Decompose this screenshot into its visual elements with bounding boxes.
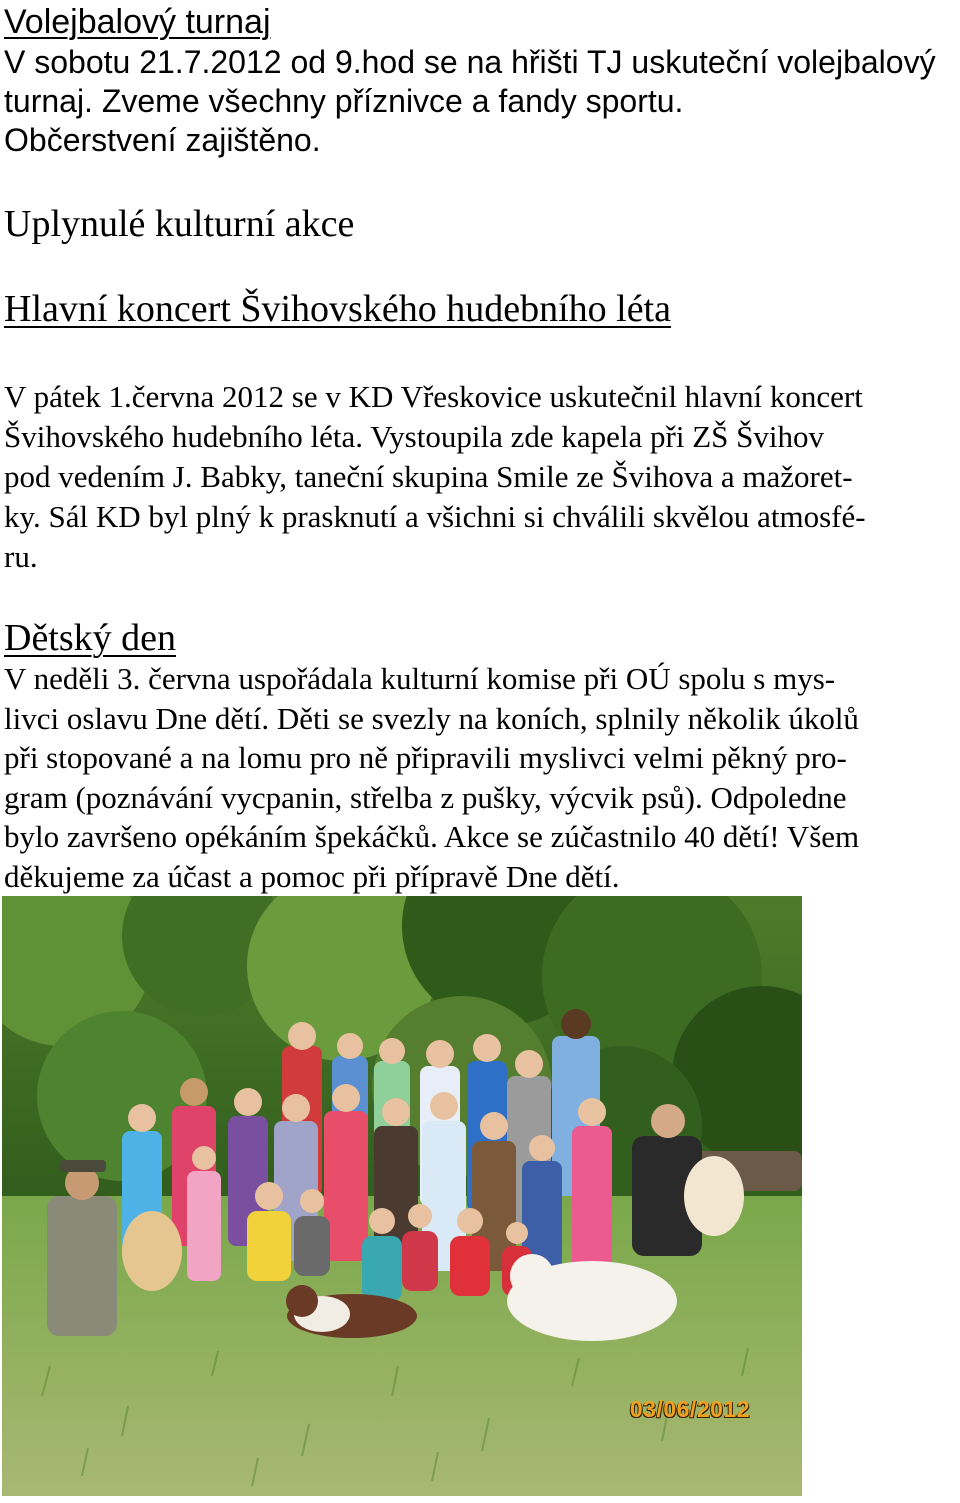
text-line: ru.: [4, 539, 38, 574]
childrens-day-heading: Dětský den: [4, 617, 177, 659]
volleyball-heading: Volejbalový turnaj: [4, 3, 271, 41]
childrens-day-paragraph: [4, 659, 954, 896]
text-line: gram (poznávání vycpanin, střelba z pušky, výcvik psů). Odpoledne: [4, 779, 847, 815]
text-line: ky. Sál KD byl plný k prasknutí a všichni si chválili skvělou atmosfé-: [4, 499, 866, 534]
concert-paragraph: [4, 377, 954, 577]
text-line: V sobotu 21.7.2012 od 9.hod se na hřišti TJ uskuteční volejbalový: [4, 44, 936, 80]
photo-date-stamp: 03/06/2012: [629, 1396, 750, 1422]
text-line: V neděli 3. června uspořádala kulturní komise při OÚ spolu s mys-: [4, 661, 836, 696]
text-line: při stopované a na lomu pro ně připravili myslivci velmi pěkný pro-: [4, 740, 847, 775]
concert-heading: Hlavní koncert Švihovského hudebního léta: [4, 288, 671, 330]
text-line: bylo završeno opékáním špekáčků. Akce se zúčastnilo 40 dětí! Všem: [4, 819, 860, 854]
text-line: turnaj. Zveme všechny příznivce a fandy sportu.: [4, 83, 684, 119]
group-photo: [2, 896, 802, 1496]
text-line: Švihovského hudebního léta. Vystoupila zde kapela při ZŠ Švihov: [4, 419, 824, 454]
text-line: V pátek 1.června 2012 se v KD Vřeskovice uskutečnil hlavní koncert: [4, 379, 863, 414]
volleyball-paragraph: [4, 43, 954, 160]
past-events-heading: Uplynulé kulturní akce: [4, 203, 355, 245]
text-line: livci oslavu Dne dětí. Děti se svezly na koních, splnily několik úkolů: [4, 700, 859, 736]
text-line: pod vedením J. Babky, taneční skupina Smile ze Švihova a mažoret-: [4, 459, 853, 494]
text-line: Občerstvení zajištěno.: [4, 122, 321, 158]
text-line: děkujeme za účast a pomoc při přípravě Dne dětí.: [4, 858, 620, 894]
